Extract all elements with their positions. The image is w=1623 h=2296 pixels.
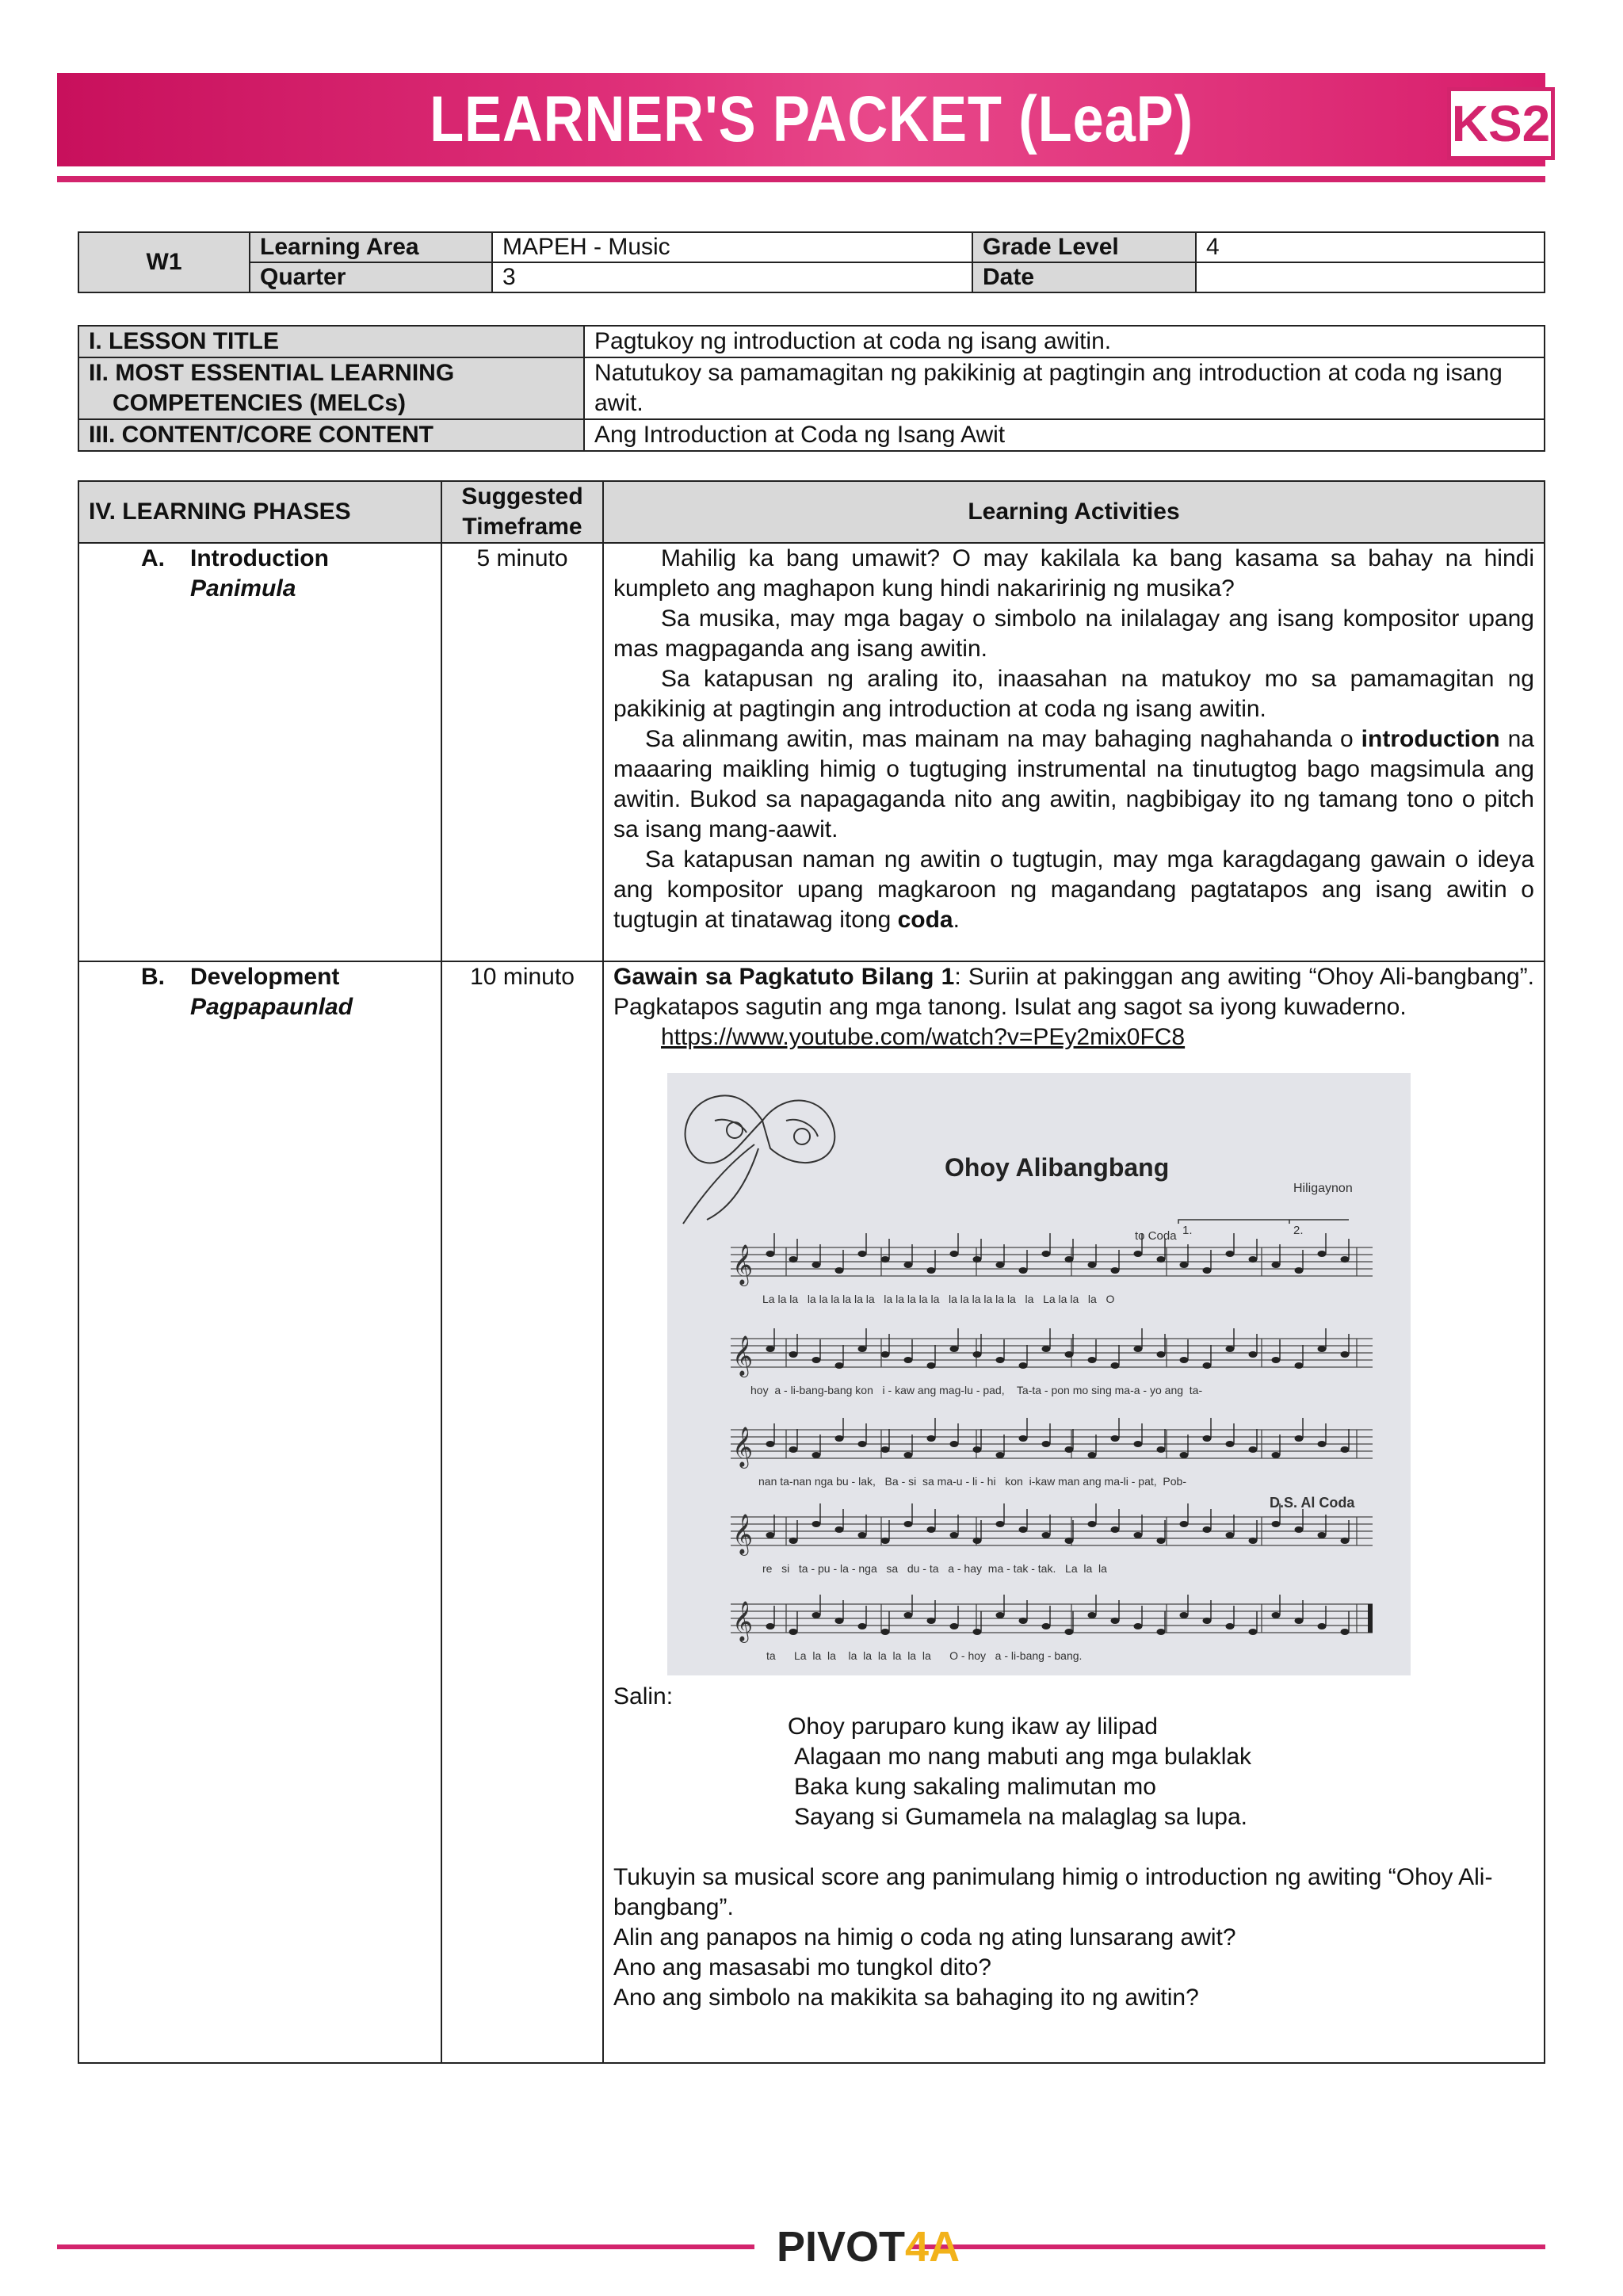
poem-line-3: Baka kung sakaling malimutan mo [794, 1774, 1156, 1800]
youtube-link[interactable]: https://www.youtube.com/watch?v=PEy2mix0FC8 [661, 1024, 1186, 1050]
learning-area-label: Learning Area [250, 232, 492, 262]
melc-label-line1: II. MOST ESSENTIAL LEARNING [89, 360, 455, 386]
note-head [766, 1251, 775, 1257]
note-head [1042, 1251, 1051, 1257]
note-head [1203, 1362, 1212, 1369]
coda-term: coda [897, 907, 953, 933]
note-head [812, 1357, 821, 1363]
note-head [1134, 1346, 1143, 1352]
note-head [1134, 1441, 1143, 1447]
note-head [927, 1362, 936, 1369]
note-head [996, 1357, 1005, 1363]
quarter-value: 3 [492, 262, 972, 292]
note-head [927, 1618, 936, 1624]
activity-title: Gawain sa Pagkatuto Bilang 1 [613, 964, 955, 990]
note-head [1272, 1262, 1281, 1268]
note-head [1019, 1435, 1028, 1442]
treble-clef-icon: 𝄞 [732, 1427, 754, 1466]
note-head [1226, 1532, 1235, 1538]
note-head [1042, 1346, 1051, 1352]
note-head [950, 1346, 959, 1352]
poem-line-1: Ohoy paruparo kung ikaw ay lilipad [788, 1713, 1158, 1740]
note-head [1203, 1267, 1212, 1274]
note-head [973, 1629, 982, 1635]
note-head [1019, 1267, 1028, 1274]
note-head [835, 1526, 844, 1533]
pivot-4a-logo: PIVOT4A [777, 2223, 960, 2271]
note-head [1226, 1251, 1235, 1257]
introduction-term: introduction [1361, 726, 1500, 752]
note-head [789, 1629, 798, 1635]
note-head [996, 1612, 1005, 1618]
note-head [1295, 1618, 1304, 1624]
note-head [1134, 1623, 1143, 1629]
treble-clef-icon: 𝄞 [732, 1515, 754, 1553]
note-head [950, 1532, 959, 1538]
note-head [1065, 1538, 1074, 1544]
music-score-svg [667, 1073, 1411, 1675]
note-head [1341, 1538, 1350, 1544]
note-head [1088, 1521, 1097, 1527]
note-head [1042, 1623, 1051, 1629]
note-head [1134, 1251, 1143, 1257]
note-head [1272, 1612, 1281, 1618]
ending-2-label: 2. [1293, 1224, 1304, 1237]
note-head [1019, 1618, 1028, 1624]
note-head [1295, 1267, 1304, 1274]
note-head [812, 1452, 821, 1458]
phase-a-subtitle: Panimula [190, 575, 296, 602]
note-head [1249, 1629, 1258, 1635]
col-activities-header: Learning Activities [603, 481, 1545, 543]
grade-level-value: 4 [1196, 232, 1545, 262]
content-value: Ang Introduction at Coda ng Isang Awit [584, 419, 1545, 451]
treble-clef-icon: 𝄞 [732, 1336, 754, 1375]
col-phase-header: IV. LEARNING PHASES [78, 481, 441, 543]
phase-a-letter: A. [141, 545, 165, 571]
note-head [881, 1446, 890, 1453]
note-head [835, 1267, 844, 1274]
note-head [1157, 1351, 1166, 1358]
note-head [1249, 1538, 1258, 1544]
melc-label [78, 357, 584, 419]
note-head [1341, 1256, 1350, 1263]
note-head [1272, 1452, 1281, 1458]
phase-a-activities [603, 543, 1545, 961]
note-head [1203, 1435, 1212, 1442]
score-language: Hiligaynon [1293, 1182, 1353, 1195]
ks2-badge: KS2 [1447, 87, 1555, 160]
note-head [996, 1262, 1005, 1268]
note-head [1111, 1362, 1120, 1369]
note-head [858, 1623, 867, 1629]
melc-label-line2: COMPETENCIES (MELCs) [113, 390, 407, 416]
note-head [835, 1362, 844, 1369]
note-head [1295, 1526, 1304, 1533]
phase-b-activities [603, 961, 1545, 2063]
salin-label: Salin: [613, 1683, 674, 1710]
note-head [789, 1446, 798, 1453]
note-head [1134, 1532, 1143, 1538]
note-head [1180, 1521, 1189, 1527]
phase-b-time: 10 minuto [441, 961, 603, 2063]
note-head [1295, 1362, 1304, 1369]
note-head [1157, 1538, 1166, 1544]
note-head [927, 1435, 936, 1442]
note-head [766, 1441, 775, 1447]
note-head [766, 1346, 775, 1352]
note-head [1157, 1446, 1166, 1453]
note-head [904, 1521, 913, 1527]
note-head [1249, 1351, 1258, 1358]
note-head [1318, 1251, 1327, 1257]
note-head [973, 1538, 982, 1544]
lesson-table [78, 325, 1545, 452]
note-head [973, 1351, 982, 1358]
note-head [1088, 1357, 1097, 1363]
note-head [904, 1452, 913, 1458]
to-coda-label: to Coda [1135, 1229, 1177, 1243]
intro-paragraph-5: Sa katapusan naman ng awitin o tugtugin, may mga karagdagang gawain o ideya ang kompositor upang magkaroon ng magandang pagtatapos ang isang awitin o tugtugin at tinatawag itong coda. [613, 846, 1534, 933]
note-head [1111, 1267, 1120, 1274]
note-head [1088, 1612, 1097, 1618]
note-head [1157, 1629, 1166, 1635]
learning-phases-table [78, 480, 1545, 2064]
lesson-title-label: I. LESSON TITLE [78, 326, 584, 357]
note-head [1042, 1532, 1051, 1538]
note-head [1203, 1618, 1212, 1624]
note-head [996, 1521, 1005, 1527]
lyric-line-4: re si ta - pu - la - nga sa du - ta a - hay ma - tak - tak. La la la [762, 1562, 1107, 1575]
note-head [1019, 1362, 1028, 1369]
note-head [1111, 1618, 1120, 1624]
note-head [881, 1351, 890, 1358]
lyric-line-5: ta La la la la la la la la la O - hoy a - li-bang - bang. [766, 1649, 1083, 1662]
question-1: Tukuyin sa musical score ang panimulang himig o introduction ng awiting “Ohoy Ali-bangbang”. [613, 1864, 1493, 1920]
note-head [904, 1612, 913, 1618]
music-score-image [667, 1073, 1411, 1675]
translation-poem [788, 1712, 1534, 1832]
note-head [1111, 1526, 1120, 1533]
date-label: Date [972, 262, 1196, 292]
intro-paragraph-2: Sa musika, may mga bagay o simbolo na inilalagay ang isang kompositor upang mas magpaganda ang isang awitin. [613, 606, 1534, 662]
content-label: III. CONTENT/CORE CONTENT [78, 419, 584, 451]
note-head [1180, 1452, 1189, 1458]
note-head [1249, 1256, 1258, 1263]
note-head [1341, 1629, 1350, 1635]
note-head [1180, 1262, 1189, 1268]
activity-instructions: Gawain sa Pagkatuto Bilang 1: Suriin at pakinggan ang awiting “Ohoy Ali-bangbang”. Pagkatapos sagutin ang mga tanong. Isulat ang sagot sa iyong kuwaderno. [613, 964, 1534, 1020]
note-head [881, 1256, 890, 1263]
note-head [1019, 1526, 1028, 1533]
note-head [950, 1441, 959, 1447]
note-head [835, 1435, 844, 1442]
note-head [812, 1262, 821, 1268]
note-head [858, 1346, 867, 1352]
phase-b-subtitle: Pagpapaunlad [190, 994, 353, 1020]
note-head [1065, 1351, 1074, 1358]
note-head [950, 1623, 959, 1629]
phase-a-title: Introduction [190, 545, 329, 571]
question-2: Alin ang panapos na himig o coda ng ating lunsarang awit? [613, 1924, 1236, 1950]
phase-a-cell [78, 543, 441, 961]
ending-1-label: 1. [1182, 1224, 1193, 1237]
phase-b-letter: B. [141, 964, 165, 990]
note-head [881, 1629, 890, 1635]
note-head [1318, 1346, 1327, 1352]
note-head [1111, 1435, 1120, 1442]
treble-clef-icon: 𝄞 [732, 1245, 754, 1284]
note-head [973, 1446, 982, 1453]
quarter-label: Quarter [250, 262, 492, 292]
header-underline [57, 176, 1545, 182]
note-head [1249, 1446, 1258, 1453]
note-head [927, 1267, 936, 1274]
note-head [904, 1262, 913, 1268]
melc-value: Natutukoy sa pamamagitan ng pakikinig at pagtingin ang introduction at coda ng isang awit. [584, 357, 1545, 419]
intro-paragraph-4: Sa alinmang awitin, mas mainam na may bahaging naghahanda o introduction na maaaring maikling himig o tugtuging instrumental na tinutugtog bago magsimula ang awitin. Bukod sa napagaganda nito ang awitin, nagbibigay ito ng tamang tono o pitch sa isang mang-aawit. [613, 726, 1534, 842]
note-head [1341, 1446, 1350, 1453]
note-head [1272, 1521, 1281, 1527]
note-head [766, 1532, 775, 1538]
intro-paragraph-3: Sa katapusan ng araling ito, inaasahan na matukoy mo sa pamamagitan ng pakikinig at pagtingin ang introduction at coda ng isang awitin. [613, 666, 1534, 722]
note-head [812, 1612, 821, 1618]
treble-clef-icon: 𝄞 [732, 1602, 754, 1641]
lyric-line-1: La la la la la la la la la la la la la la la la la la la la la La la la la O [762, 1293, 1115, 1305]
note-head [858, 1441, 867, 1447]
score-title: Ohoy Alibangbang [945, 1153, 1170, 1182]
note-head [1065, 1256, 1074, 1263]
note-head [812, 1521, 821, 1527]
note-head [1088, 1452, 1097, 1458]
note-head [789, 1256, 798, 1263]
note-head [881, 1538, 890, 1544]
learning-area-value: MAPEH - Music [492, 232, 972, 262]
note-head [1065, 1446, 1074, 1453]
question-4: Ano ang simbolo na makikita sa bahaging ito ng awitin? [613, 1985, 1199, 2011]
note-head [1226, 1623, 1235, 1629]
note-head [1226, 1346, 1235, 1352]
ds-al-coda-label: D.S. Al Coda [1270, 1495, 1355, 1511]
note-head [858, 1251, 867, 1257]
note-head [1272, 1357, 1281, 1363]
phase-b-title: Development [190, 964, 340, 990]
phase-a-time: 5 minuto [441, 543, 603, 961]
page-title: LEARNER'S PACKET (LeaP) [430, 83, 1193, 155]
note-head [1318, 1441, 1327, 1447]
footer-line-left [57, 2244, 754, 2249]
week-cell: W1 [78, 232, 250, 292]
note-head [1088, 1262, 1097, 1268]
poem-line-4: Sayang si Gumamela na malaglag sa lupa. [794, 1804, 1247, 1830]
question-3: Ano ang masasabi mo tungkol dito? [613, 1954, 991, 1981]
note-head [1157, 1256, 1166, 1263]
note-head [1318, 1532, 1327, 1538]
note-head [835, 1618, 844, 1624]
info-table [78, 231, 1545, 293]
footer-line-right [911, 2244, 1545, 2249]
note-head [973, 1256, 982, 1263]
lyric-line-2: hoy a - li-bang-bang kon i - kaw ang mag-lu - pad, Ta-ta - pon mo sing ma-a - yo ang ta- [750, 1384, 1203, 1396]
intro-paragraph-1: Mahilig ka bang umawit? O may kakilala ka bang kasama sa bahay na hindi kumpleto ang maghapon kung hindi nakaririnig ng musika? [613, 545, 1534, 602]
lesson-title-value: Pagtukoy ng introduction at coda ng isang awitin. [584, 326, 1545, 357]
note-head [1180, 1612, 1189, 1618]
note-head [996, 1452, 1005, 1458]
note-head [1295, 1435, 1304, 1442]
note-head [766, 1623, 775, 1629]
note-head [927, 1526, 936, 1533]
note-head [904, 1357, 913, 1363]
note-head [789, 1351, 798, 1358]
note-head [1318, 1623, 1327, 1629]
note-head [1226, 1441, 1235, 1447]
note-head [1203, 1526, 1212, 1533]
note-head [1065, 1629, 1074, 1635]
note-head [1341, 1351, 1350, 1358]
lyric-line-3: nan ta-nan nga bu - lak, Ba - si sa ma-u - li - hi kon i-kaw man ang ma-li - pat, Pob- [758, 1475, 1187, 1488]
note-head [1042, 1441, 1051, 1447]
col-time-header: Suggested Timeframe [441, 481, 603, 543]
grade-level-label: Grade Level [972, 232, 1196, 262]
date-value [1196, 262, 1545, 292]
phase-b-cell [78, 961, 441, 2063]
poem-line-2: Alagaan mo nang mabuti ang mga bulaklak [794, 1744, 1252, 1770]
note-head [950, 1251, 959, 1257]
note-head [1180, 1357, 1189, 1363]
note-head [858, 1532, 867, 1538]
note-head [789, 1538, 798, 1544]
